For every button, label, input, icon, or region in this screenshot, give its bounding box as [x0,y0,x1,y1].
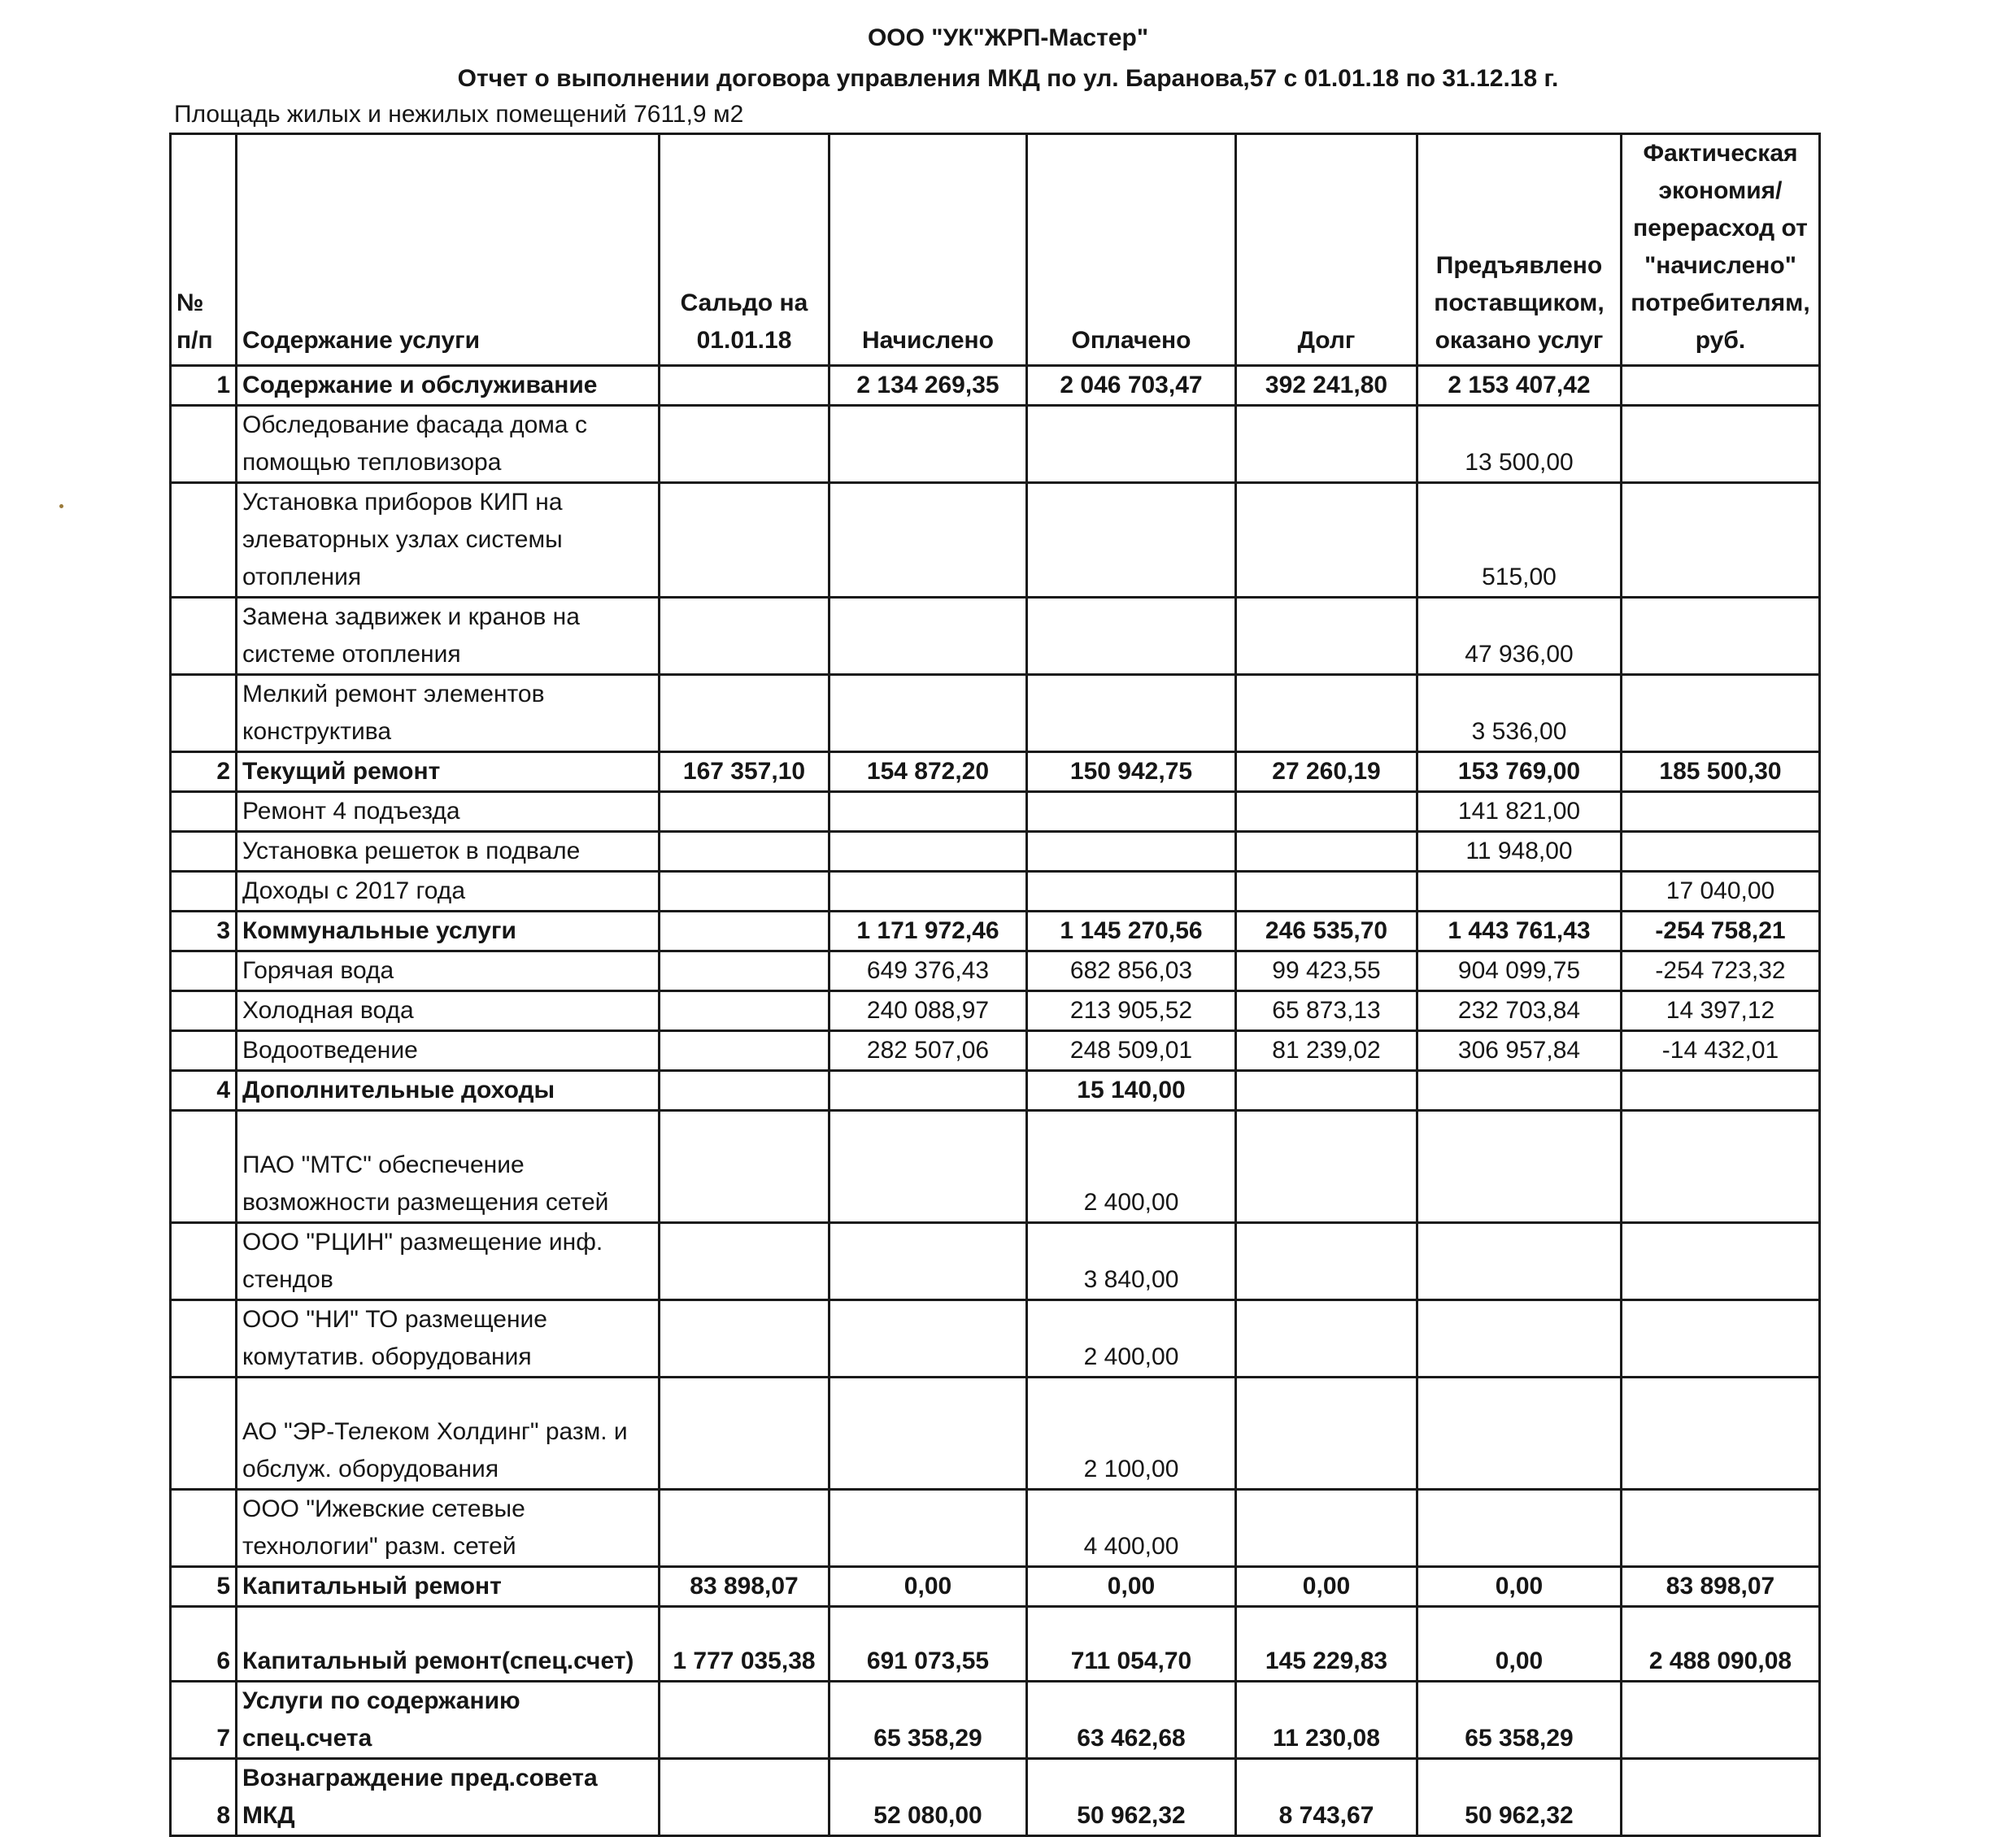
row-saldo [660,872,829,912]
row-debt [1236,675,1417,752]
row-name: Текущий ремонт [237,752,660,792]
row-presented: 153 769,00 [1417,752,1622,792]
row-num: 7 [171,1682,237,1759]
row-economy: -254 723,32 [1622,951,1820,991]
col-header-saldo: Сальдо на 01.01.18 [660,134,829,366]
row-name: Горячая вода [237,951,660,991]
row-saldo [660,792,829,832]
row-name: Замена задвижек и кранов на системе отопления [237,598,660,675]
company-name: ООО "УК"ЖРП-Мастер" [867,24,1149,51]
row-num: 6 [171,1607,237,1682]
row-presented: 65 358,29 [1417,1682,1622,1759]
row-presented: 47 936,00 [1417,598,1622,675]
table-row [171,912,1820,951]
row-paid: 0,00 [1027,1567,1236,1607]
row-saldo [660,912,829,951]
row-debt [1236,483,1417,598]
row-debt: 145 229,83 [1236,1607,1417,1682]
row-presented: 3 536,00 [1417,675,1622,752]
row-name: Доходы с 2017 года [237,872,660,912]
row-debt [1236,1111,1417,1223]
row-debt [1236,1300,1417,1378]
row-name: Капитальный ремонт [237,1567,660,1607]
header-row [171,134,1820,366]
row-charged: 2 134 269,35 [829,366,1027,406]
row-economy [1622,1378,1820,1490]
row-paid: 711 054,70 [1027,1607,1236,1682]
row-debt: 246 535,70 [1236,912,1417,951]
area-caption: Площадь жилых и нежилых помещений 7611,9 м2 [174,101,744,128]
row-presented [1417,1223,1622,1300]
row-saldo [660,1682,829,1759]
row-saldo [660,1378,829,1490]
row-saldo [660,951,829,991]
row-charged: 0,00 [829,1567,1027,1607]
row-num: 5 [171,1567,237,1607]
row-name: ООО "НИ" ТО размещение комутатив. оборудования [237,1300,660,1378]
row-saldo [660,832,829,872]
row-name: Холодная вода [237,991,660,1031]
row-saldo: 1 777 035,38 [660,1607,829,1682]
row-charged: 691 073,55 [829,1607,1027,1682]
col-header-debt: Долг [1236,134,1417,366]
row-paid: 2 046 703,47 [1027,366,1236,406]
row-presented: 141 821,00 [1417,792,1622,832]
row-debt: 81 239,02 [1236,1031,1417,1071]
row-charged: 1 171 972,46 [829,912,1027,951]
row-num: 8 [171,1759,237,1836]
table-row [171,872,1820,912]
row-paid: 63 462,68 [1027,1682,1236,1759]
row-saldo [660,1223,829,1300]
row-economy [1622,1111,1820,1223]
row-economy [1622,483,1820,598]
table-row [171,951,1820,991]
col-header-num: № п/п [171,134,237,366]
table-row [171,1607,1820,1682]
row-economy [1622,1300,1820,1378]
row-saldo: 167 357,10 [660,752,829,792]
row-economy: 185 500,30 [1622,752,1820,792]
row-presented: 306 957,84 [1417,1031,1622,1071]
row-presented: 0,00 [1417,1607,1622,1682]
row-name: ПАО "МТС" обеспечение возможности размещения сетей [237,1111,660,1223]
col-header-charged: Начислено [829,134,1027,366]
row-num: 3 [171,912,237,951]
row-charged [829,1378,1027,1490]
row-num [171,1490,237,1567]
row-name: Обследование фасада дома с помощью тепловизора [237,406,660,483]
row-paid: 15 140,00 [1027,1071,1236,1111]
table-row [171,598,1820,675]
row-charged [829,872,1027,912]
row-saldo [660,366,829,406]
row-debt [1236,1378,1417,1490]
row-saldo [660,483,829,598]
row-economy: -254 758,21 [1622,912,1820,951]
row-num [171,675,237,752]
row-num: 2 [171,752,237,792]
row-debt [1236,872,1417,912]
row-economy [1622,675,1820,752]
row-paid [1027,792,1236,832]
row-saldo [660,406,829,483]
report-table [169,133,1821,1837]
row-debt [1236,832,1417,872]
row-debt [1236,1490,1417,1567]
table-row [171,1111,1820,1223]
row-name: Водоотведение [237,1031,660,1071]
row-name: Коммунальные услуги [237,912,660,951]
row-num [171,792,237,832]
row-debt [1236,1071,1417,1111]
table-row [171,1223,1820,1300]
row-economy [1622,366,1820,406]
row-paid: 682 856,03 [1027,951,1236,991]
row-economy [1622,1682,1820,1759]
row-economy [1622,1759,1820,1836]
row-economy: 83 898,07 [1622,1567,1820,1607]
row-num [171,406,237,483]
row-num [171,483,237,598]
row-presented: 50 962,32 [1417,1759,1622,1836]
table-row [171,1300,1820,1378]
row-saldo [660,1759,829,1836]
row-charged [829,1490,1027,1567]
table-row [171,832,1820,872]
row-paid: 2 400,00 [1027,1111,1236,1223]
row-presented: 232 703,84 [1417,991,1622,1031]
col-header-economy: Фактическая экономия/перерасход от "начислено" потребителям, руб. [1622,134,1820,366]
row-economy: 2 488 090,08 [1622,1607,1820,1682]
row-economy [1622,1223,1820,1300]
row-paid: 3 840,00 [1027,1223,1236,1300]
row-saldo [660,1111,829,1223]
row-saldo [660,1031,829,1071]
row-debt [1236,598,1417,675]
row-debt: 8 743,67 [1236,1759,1417,1836]
row-charged [829,832,1027,872]
row-presented [1417,1071,1622,1111]
row-num [171,1031,237,1071]
row-charged: 52 080,00 [829,1759,1027,1836]
row-paid: 1 145 270,56 [1027,912,1236,951]
row-presented: 13 500,00 [1417,406,1622,483]
row-charged [829,1300,1027,1378]
table-row [171,1682,1820,1759]
table-row [171,1071,1820,1111]
row-debt [1236,1223,1417,1300]
row-num [171,598,237,675]
row-name: Капитальный ремонт(спец.счет) [237,1607,660,1682]
row-economy [1622,1490,1820,1567]
row-debt: 0,00 [1236,1567,1417,1607]
row-charged [829,1223,1027,1300]
col-header-service: Содержание услуги [237,134,660,366]
row-name: ООО "РЦИН" размещение инф. стендов [237,1223,660,1300]
table-row [171,752,1820,792]
table-row [171,1567,1820,1607]
row-economy [1622,1071,1820,1111]
row-charged [829,675,1027,752]
row-name: Вознаграждение пред.совета МКД [237,1759,660,1836]
row-paid [1027,406,1236,483]
table-row [171,792,1820,832]
row-debt: 11 230,08 [1236,1682,1417,1759]
row-paid: 4 400,00 [1027,1490,1236,1567]
row-name: АО "ЭР-Телеком Холдинг" разм. и обслуж. оборудования [237,1378,660,1490]
row-presented: 11 948,00 [1417,832,1622,872]
row-num [171,1111,237,1223]
row-saldo [660,1490,829,1567]
row-presented: 0,00 [1417,1567,1622,1607]
row-paid: 2 400,00 [1027,1300,1236,1378]
row-paid: 248 509,01 [1027,1031,1236,1071]
row-num: 1 [171,366,237,406]
row-debt: 27 260,19 [1236,752,1417,792]
row-economy [1622,406,1820,483]
row-name: Мелкий ремонт элементов конструктива [237,675,660,752]
row-presented: 2 153 407,42 [1417,366,1622,406]
row-presented: 904 099,75 [1417,951,1622,991]
row-economy: 17 040,00 [1622,872,1820,912]
row-charged: 649 376,43 [829,951,1027,991]
row-charged [829,406,1027,483]
row-num [171,1223,237,1300]
row-paid: 2 100,00 [1027,1378,1236,1490]
row-charged [829,483,1027,598]
col-header-presented: Предъявлено поставщиком, оказано услуг [1417,134,1622,366]
row-debt: 392 241,80 [1236,366,1417,406]
row-name: Содержание и обслуживание [237,366,660,406]
row-saldo: 83 898,07 [660,1567,829,1607]
row-name: ООО "Ижевские сетевые технологии" разм. сетей [237,1490,660,1567]
row-num [171,872,237,912]
row-presented [1417,1490,1622,1567]
scan-speck [59,504,63,508]
row-saldo [660,1300,829,1378]
row-num [171,1378,237,1490]
row-charged [829,598,1027,675]
row-paid [1027,598,1236,675]
row-num [171,832,237,872]
row-paid [1027,675,1236,752]
row-economy: -14 432,01 [1622,1031,1820,1071]
row-name: Дополнительные доходы [237,1071,660,1111]
row-economy [1622,792,1820,832]
row-paid: 150 942,75 [1027,752,1236,792]
table-row [171,991,1820,1031]
table-row [171,366,1820,406]
col-header-paid: Оплачено [1027,134,1236,366]
row-charged: 65 358,29 [829,1682,1027,1759]
table-row [171,483,1820,598]
row-charged: 240 088,97 [829,991,1027,1031]
row-charged [829,792,1027,832]
row-debt: 99 423,55 [1236,951,1417,991]
row-charged [829,1071,1027,1111]
row-paid [1027,832,1236,872]
row-saldo [660,598,829,675]
table-row [171,1378,1820,1490]
row-debt [1236,792,1417,832]
row-presented [1417,1378,1622,1490]
row-num [171,991,237,1031]
row-saldo [660,1071,829,1111]
row-presented [1417,1300,1622,1378]
row-name: Ремонт 4 подъезда [237,792,660,832]
row-paid: 213 905,52 [1027,991,1236,1031]
row-name: Услуги по содержанию спец.счета [237,1682,660,1759]
table-row [171,1490,1820,1567]
row-presented [1417,1111,1622,1223]
row-num [171,1300,237,1378]
table-row [171,1759,1820,1836]
row-saldo [660,675,829,752]
row-saldo [660,991,829,1031]
row-paid [1027,872,1236,912]
row-economy [1622,598,1820,675]
row-presented [1417,872,1622,912]
table-row [171,675,1820,752]
row-num: 4 [171,1071,237,1111]
row-paid: 50 962,32 [1027,1759,1236,1836]
report-title: Отчет о выполнении договора управления МКД по ул. Баранова,57 с 01.01.18 по 31.12.18 г. [457,65,1559,92]
table-row [171,406,1820,483]
row-debt: 65 873,13 [1236,991,1417,1031]
row-presented: 515,00 [1417,483,1622,598]
row-charged: 282 507,06 [829,1031,1027,1071]
row-name: Установка решеток в подвале [237,832,660,872]
row-economy [1622,832,1820,872]
row-paid [1027,483,1236,598]
row-charged: 154 872,20 [829,752,1027,792]
table-row [171,1031,1820,1071]
row-debt [1236,406,1417,483]
row-charged [829,1111,1027,1223]
row-presented: 1 443 761,43 [1417,912,1622,951]
row-num [171,951,237,991]
row-name: Установка приборов КИП на элеваторных узлах системы отопления [237,483,660,598]
row-economy: 14 397,12 [1622,991,1820,1031]
